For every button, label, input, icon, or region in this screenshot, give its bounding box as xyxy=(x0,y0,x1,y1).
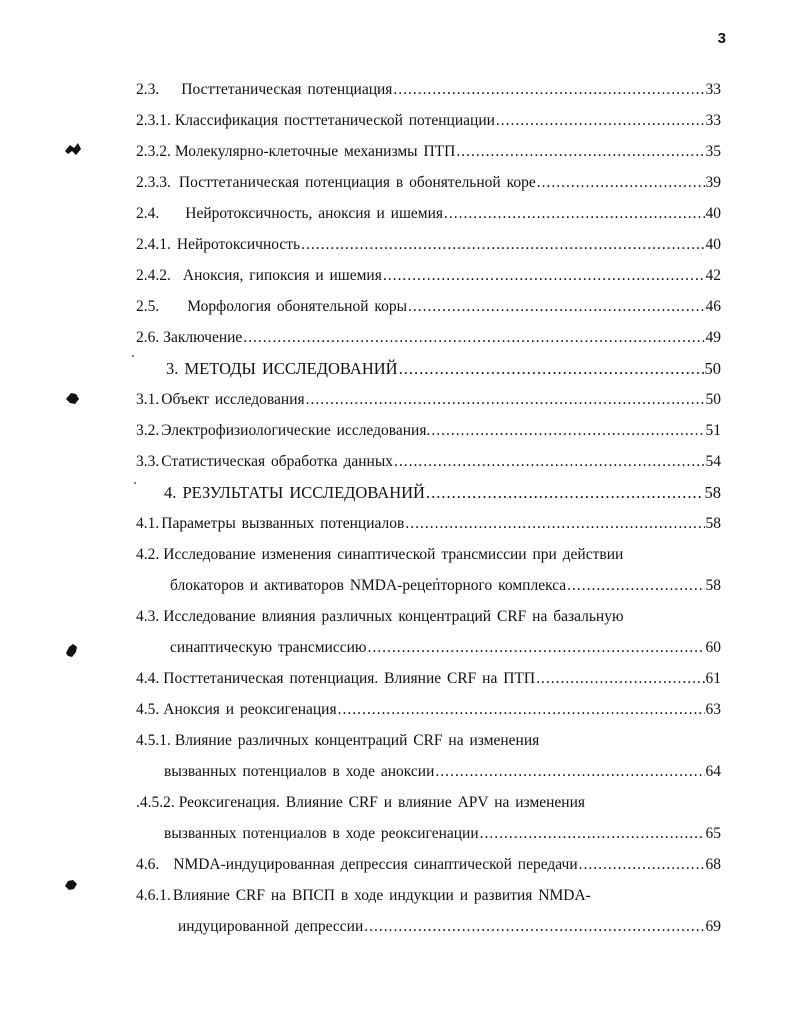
toc-leader-dots xyxy=(496,105,705,136)
toc-leader-dots xyxy=(301,229,704,260)
toc-entry-page: 49 xyxy=(705,329,721,346)
toc-leader-dots xyxy=(393,74,704,105)
toc-entry-title: 4. РЕЗУЛЬТАТЫ ИССЛЕДОВАНИЙ xyxy=(164,483,425,502)
toc-entry-title: Влияние различных концентраций CRF на изменения xyxy=(174,732,540,749)
toc-entry-number: 4.3. xyxy=(136,608,160,625)
page-number: 3 xyxy=(717,30,726,47)
toc-entry-title: Аноксия и реоксигенация xyxy=(163,701,337,718)
toc-entry-page: 64 xyxy=(705,763,721,780)
toc-entry-page: 33 xyxy=(705,112,721,129)
toc-entry-number: .4.5.2. xyxy=(136,794,175,811)
toc-leader-dots xyxy=(567,570,704,601)
table-of-contents xyxy=(136,74,721,942)
toc-entry-title: Статистическая обработка данных xyxy=(161,453,394,470)
toc-entry-title: Аноксия, гипоксия и ишемия xyxy=(182,267,382,284)
toc-entry-title: синаптическую трансмиссию xyxy=(170,639,367,656)
toc-entry-page: 58 xyxy=(705,577,721,594)
toc-entry-number: 2.3.2. xyxy=(136,143,171,160)
toc-leader-dots xyxy=(405,508,704,539)
toc-entry xyxy=(136,601,721,632)
toc-entry-title: Параметры вызванных потенциалов xyxy=(161,515,405,532)
toc-entry-title: Влияние CRF на ВПСП в ходе индукции и развития NMDA- xyxy=(172,887,591,904)
toc-entry-title: Нейротоксичность xyxy=(176,236,301,253)
toc-entry xyxy=(136,508,721,539)
toc-entry-page: 40 xyxy=(705,236,721,253)
toc-entry-number: 2.4.1. xyxy=(136,236,171,253)
toc-entry xyxy=(136,787,721,818)
toc-entry-page: 54 xyxy=(705,453,721,470)
margin-mark-icon xyxy=(64,879,78,891)
toc-leader-dots xyxy=(383,260,705,291)
toc-entry-title: вызванных потенциалов в ходе реоксигенации xyxy=(164,825,479,842)
toc-entry-page: 58 xyxy=(705,515,721,532)
toc-leader-dots xyxy=(367,632,704,663)
toc-entry xyxy=(136,105,721,136)
toc-entry xyxy=(136,818,721,849)
toc-entry-page: 42 xyxy=(705,267,721,284)
toc-leader-dots xyxy=(537,167,705,198)
toc-entry xyxy=(136,229,721,260)
toc-entry xyxy=(136,849,721,880)
toc-entry xyxy=(136,291,721,322)
scan-speck xyxy=(132,355,134,357)
toc-entry-number: 2.4. xyxy=(136,205,160,222)
toc-entry-number: 4.5.1. xyxy=(136,732,171,749)
toc-entry-page: 51 xyxy=(705,422,721,439)
toc-entry xyxy=(136,260,721,291)
toc-leader-dots xyxy=(431,415,704,446)
toc-entry-title: вызванных потенциалов в ходе аноксии xyxy=(164,763,435,780)
toc-entry-title: блокаторов и активаторов NMDA-рецепторного комплекса xyxy=(170,577,567,594)
margin-mark-icon xyxy=(64,391,80,405)
toc-entry-page: 58 xyxy=(704,483,721,502)
toc-entry-page: 46 xyxy=(705,298,721,315)
toc-leader-dots xyxy=(408,291,704,322)
toc-leader-dots xyxy=(306,384,705,415)
toc-entry-page: 63 xyxy=(705,701,721,718)
toc-leader-dots xyxy=(435,756,704,787)
toc-entry-title: индуцированной депрессии xyxy=(178,918,364,935)
toc-entry-number: 3.2. xyxy=(136,422,160,439)
toc-entry-number: 4.6.1. xyxy=(136,887,171,904)
toc-entry xyxy=(136,725,721,756)
toc-entry xyxy=(136,198,721,229)
toc-entry-page: 39 xyxy=(705,174,721,191)
toc-entry-page: 33 xyxy=(705,81,721,98)
toc-entry-title: Посттетаническая потенциация в обонятельной коре xyxy=(178,174,536,191)
toc-entry xyxy=(136,694,721,725)
toc-entry-number: 4.1. xyxy=(136,515,160,532)
toc-entry-title: 3. МЕТОДЫ ИССЛЕДОВАНИЙ xyxy=(166,359,398,378)
toc-entry xyxy=(136,880,721,911)
toc-entry-number: 2.3.3. xyxy=(136,174,171,191)
toc-entry xyxy=(136,632,721,663)
toc-entry-title: Электрофизиологические исследования. xyxy=(161,422,431,439)
toc-entry-title: Морфология обонятельной коры xyxy=(187,298,408,315)
toc-entry xyxy=(136,167,721,198)
toc-entry xyxy=(136,415,721,446)
toc-entry xyxy=(136,911,721,942)
toc-entry xyxy=(136,136,721,167)
toc-entry-number: 2.3.1. xyxy=(136,112,171,129)
toc-entry xyxy=(136,570,721,601)
toc-leader-dots xyxy=(426,477,704,508)
toc-entry-page: 69 xyxy=(705,918,721,935)
toc-leader-dots xyxy=(444,198,704,229)
toc-entry-title: Нейротоксичность, аноксия и ишемия xyxy=(185,205,444,222)
toc-leader-dots xyxy=(536,663,704,694)
toc-entry-page: 50 xyxy=(704,359,721,378)
toc-leader-dots xyxy=(243,322,704,353)
toc-entry-title: Реоксигенация. Влияние CRF и влияние APV на изменения xyxy=(178,794,586,811)
toc-entry-title: NMDA-индуцированная депрессия синаптической передачи xyxy=(173,856,578,873)
toc-entry xyxy=(136,756,721,787)
toc-entry-number: 2.3. xyxy=(136,81,160,98)
toc-entry-page: 40 xyxy=(705,205,721,222)
toc-entry-title: Исследование изменения синаптической трансмиссии при действии xyxy=(163,546,624,563)
toc-leader-dots xyxy=(338,694,705,725)
toc-leader-dots xyxy=(364,911,704,942)
toc-leader-dots xyxy=(480,818,705,849)
margin-mark-icon xyxy=(64,142,82,156)
toc-leader-dots xyxy=(456,136,704,167)
toc-entry xyxy=(136,539,721,570)
toc-entry-page: 61 xyxy=(705,670,721,687)
toc-entry-number: 2.4.2. xyxy=(136,267,171,284)
toc-entry-page: 50 xyxy=(705,391,721,408)
toc-entry-number: 4.2. xyxy=(136,546,160,563)
toc-entry-title: Посттетаническая потенциация xyxy=(181,81,393,98)
toc-entry-title: Заключение xyxy=(163,329,243,346)
toc-leader-dots xyxy=(579,849,705,880)
toc-leader-dots xyxy=(394,446,704,477)
toc-entry-title: Исследование влияния различных концентраций CRF на базальную xyxy=(163,608,624,625)
toc-entry-page: 65 xyxy=(705,825,721,842)
toc-entry-number: 4.6. xyxy=(136,856,160,873)
toc-entry-number: 4.5. xyxy=(136,701,160,718)
toc-entry xyxy=(136,663,721,694)
toc-entry xyxy=(136,384,721,415)
toc-entry xyxy=(136,353,721,384)
toc-entry xyxy=(136,477,721,508)
toc-entry-page: 35 xyxy=(705,143,721,160)
toc-entry-page: 60 xyxy=(705,639,721,656)
toc-entry xyxy=(136,74,721,105)
toc-leader-dots xyxy=(399,353,704,384)
toc-entry xyxy=(136,446,721,477)
toc-entry-page: 68 xyxy=(705,856,721,873)
toc-entry-title: Посттетаническая потенциация. Влияние CRF на ПТП xyxy=(163,670,536,687)
toc-entry-number: 3.1. xyxy=(136,391,160,408)
toc-entry-title: Молекулярно-клеточные механизмы ПТП xyxy=(174,143,456,160)
toc-entry-title: Объект исследования xyxy=(161,391,305,408)
toc-entry-number: 3.3. xyxy=(136,453,160,470)
toc-entry-number: 2.6. xyxy=(136,329,160,346)
margin-mark-icon xyxy=(64,643,80,659)
toc-entry-number: 2.5. xyxy=(136,298,160,315)
toc-entry-title: Классификация посттетанической потенциации xyxy=(174,112,495,129)
toc-entry-number: 4.4. xyxy=(136,670,160,687)
toc-entry xyxy=(136,322,721,353)
